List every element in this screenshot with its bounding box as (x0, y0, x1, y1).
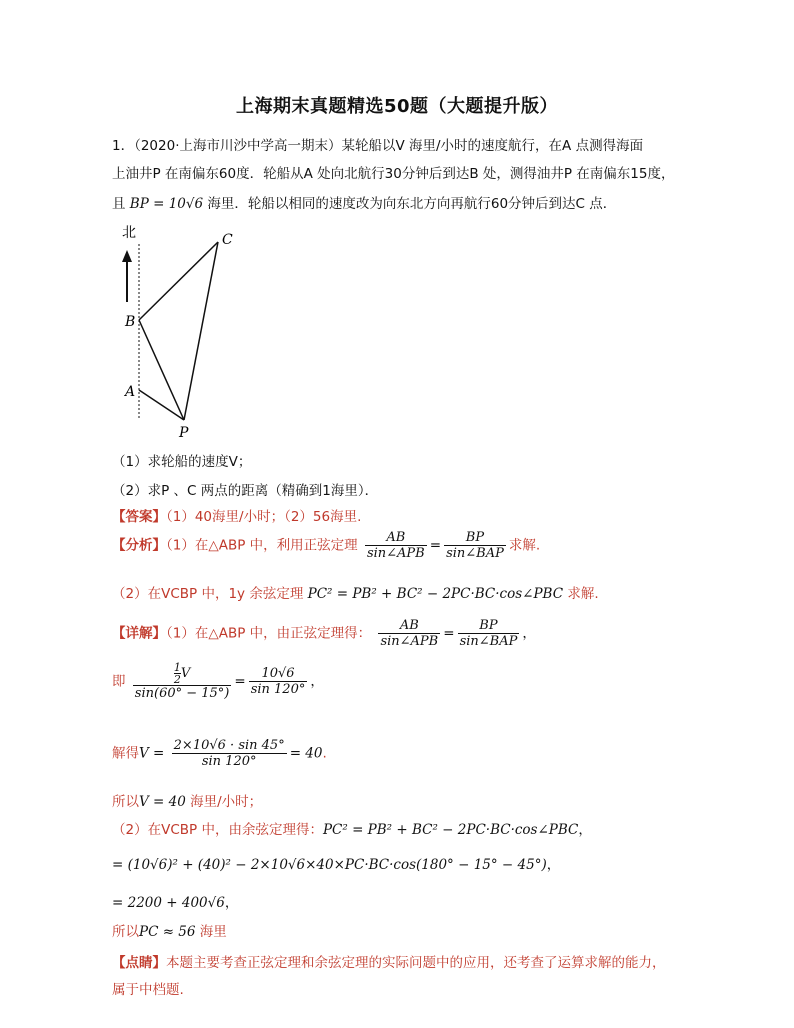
detail-line-3-dot: . (322, 745, 327, 762)
frac2-numerator: BP (444, 530, 506, 546)
bp-formula: BP = 10√6 (129, 196, 204, 212)
comment-tag: 【点睛】 (112, 955, 166, 971)
detail-line-5-text: （2）在VCBP 中，由余弦定理得： (112, 822, 323, 838)
page-title: 上海期末真题精选50题（大题提升版） (235, 96, 559, 117)
cosine-expansion-formula: = (10√6)² + (40)² − 2×10√6×40×PC·BC·cos(180° − 15° − 45°) (112, 857, 547, 873)
north-arrow-head (122, 250, 132, 262)
analysis-part2-suffix: 求解. (567, 586, 599, 602)
detail-equals-sign: = (443, 625, 455, 642)
segment-cp (184, 242, 218, 420)
comment-line-2: 属于中档题. (112, 982, 184, 998)
detail-line-4 (112, 790, 262, 810)
v-solution-numerator: 2×10√6 · sin 45° (173, 738, 285, 753)
ten-root6-numerator: 10√6 (249, 666, 308, 682)
analysis-line-1 (112, 530, 540, 561)
detail-line-3-prefix: 解得 (112, 745, 139, 762)
analysis-part1-suffix: 求解. (508, 537, 541, 554)
answer-text: （1）40海里/小时；（2）56海里. (166, 509, 362, 525)
v-solution-result: = 40 (289, 745, 323, 762)
detail-line-4-unit: 海里/小时； (190, 794, 263, 810)
v-solution-denominator: sin 120° (201, 754, 257, 769)
cosine-law-formula: PC² = PB² + BC² − 2PC·BC·cos∠PBC (307, 586, 564, 602)
pc-squared-result: = 2200 + 400√6 (112, 895, 225, 911)
detail-fraction-ab (378, 618, 440, 649)
analysis-line-2 (112, 582, 599, 602)
detail-frac1-numerator: AB (378, 618, 440, 634)
fraction-ab-over-sin-apb (365, 530, 427, 561)
answer-line (112, 505, 361, 525)
question-2: （2）求P 、C 两点的距离（精确到1海里）． (112, 483, 379, 499)
half-v-over-sin-fraction (133, 662, 232, 701)
v-solution-fraction (172, 738, 287, 769)
answer-tag: 【答案】 (112, 509, 166, 525)
problem-line-3-prefix: 且 (112, 196, 126, 212)
detail-line-8-prefix: 所以 (112, 924, 139, 940)
half-numerator: 1 (173, 661, 181, 674)
half-v-numerator (133, 662, 232, 686)
detail-line-2-equals: = (234, 673, 246, 690)
detail-frac2-denominator: sin∠BAP (459, 634, 518, 649)
fraction-bp-over-sin-bap (444, 530, 506, 561)
frac1-denominator: sin∠APB (366, 546, 425, 561)
segment-bc (139, 242, 218, 320)
detail-line-8-unit: 海里 (199, 924, 227, 940)
problem-line-2: 上油井P 在南偏东60度．轮船从A 处向北航行30分钟后到达B 处，测得油井P 在南偏东15度， (112, 166, 675, 182)
point-label-a: A (125, 384, 136, 400)
v-equals: V = (139, 745, 165, 762)
analysis-part2-text: （2）在VCBP 中，1y 余弦定理 (112, 586, 304, 602)
detail-line-1 (112, 618, 536, 649)
detail-line-5-comma: ， (578, 822, 592, 838)
detail-line-2 (112, 662, 324, 701)
frac2-denominator: sin∠BAP (446, 546, 504, 561)
frac1-numerator: AB (365, 530, 427, 546)
sin-difference-denominator: sin(60° − 15°) (134, 686, 230, 701)
half-denominator: 2 (173, 673, 181, 686)
detail-line-7-comma: ， (224, 895, 239, 911)
pc-approx-formula: PC ≈ 56 (139, 924, 196, 940)
point-label-p: P (179, 425, 189, 441)
detail-line-2-comma: ， (310, 673, 324, 690)
detail-frac2-numerator: BP (458, 618, 520, 634)
point-label-b: B (125, 314, 136, 330)
detail-line-6-comma: ， (546, 857, 561, 873)
detail-line-5 (112, 818, 592, 838)
point-label-c: C (222, 232, 233, 248)
geometry-figure (112, 222, 252, 442)
half-v-variable: V (180, 666, 191, 681)
comment-line-1 (112, 951, 666, 971)
detail-line-4-prefix: 所以 (112, 794, 139, 810)
detail-line-1-comma: ， (522, 625, 536, 642)
problem-line-1: 1．（2020·上海市川沙中学高一期末）某轮船以V 海里/小时的速度航行，在A 点测得海面 (112, 138, 644, 154)
analysis-part1-text: （1）在△ABP 中，利用正弦定理 (166, 537, 358, 554)
detail-line-2-prefix: 即 (112, 673, 126, 690)
comment-text-1: 本题主要考查正弦定理和余弦定理的实际问题中的应用，还考查了运算求解的能力， (166, 955, 666, 971)
problem-line-3 (112, 192, 616, 212)
analysis-tag: 【分析】 (112, 537, 166, 554)
cosine-law-detail-formula: PC² = PB² + BC² − 2PC·BC·cos∠PBC (322, 822, 579, 838)
question-1: （1）求轮船的速度V； (112, 454, 252, 470)
v-value-formula: V = 40 (139, 794, 186, 810)
detail-frac1-denominator: sin∠APB (380, 634, 439, 649)
detail-line-6 (112, 853, 560, 873)
detail-line-1-text: （1）在△ABP 中，由正弦定理得： (166, 625, 372, 642)
detail-fraction-bp (458, 618, 520, 649)
detail-line-8 (112, 920, 227, 940)
north-label: 北 (122, 225, 136, 241)
detail-line-7 (112, 891, 238, 911)
detail-line-3 (112, 738, 327, 769)
ten-root6-over-sin120-fraction (249, 666, 308, 697)
problem-line-3-suffix: 海里．轮船以相同的速度改为向东北方向再航行60分钟后到达C 点． (207, 196, 617, 212)
equals-sign: = (429, 537, 442, 554)
detail-tag: 【详解】 (112, 625, 166, 642)
sin120-denominator: sin 120° (250, 682, 306, 697)
